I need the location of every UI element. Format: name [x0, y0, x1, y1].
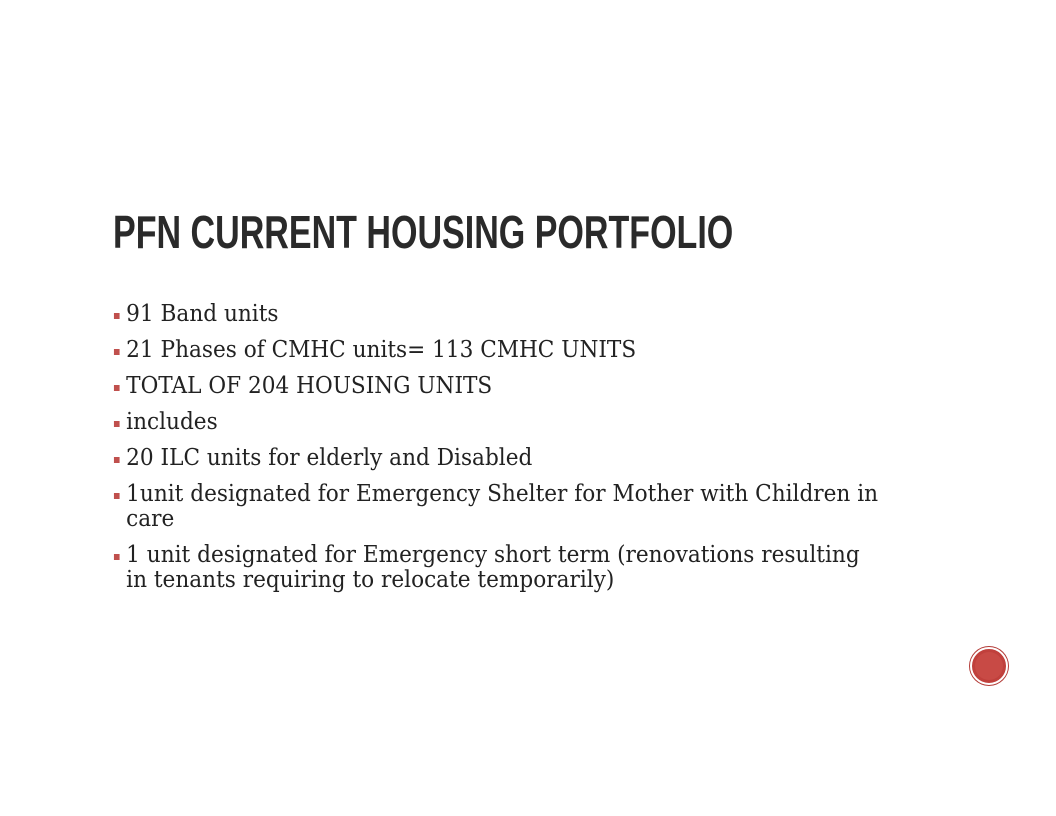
bullet-list	[113, 301, 879, 604]
bullet-item	[113, 374, 878, 399]
bullet-item	[113, 338, 878, 363]
bullet-text: includes	[126, 409, 218, 435]
bullet-text: 1unit designated for Emergency Shelter for Mother with Children in care	[126, 481, 879, 532]
bullet-text: 20 ILC units for elderly and Disabled	[126, 445, 533, 471]
bullet-text: TOTAL OF 204 HOUSING UNITS	[126, 373, 493, 399]
bullet-item	[113, 446, 878, 471]
square-bullet-icon	[114, 421, 120, 427]
bullet-item	[113, 482, 878, 532]
bullet-item	[113, 302, 878, 327]
square-bullet-icon	[114, 493, 120, 499]
square-bullet-icon	[114, 313, 120, 319]
square-bullet-icon	[114, 554, 120, 560]
bullet-text: 91 Band units	[126, 301, 279, 327]
badge-inner	[975, 652, 1003, 680]
square-bullet-icon	[114, 385, 120, 391]
circle-badge-icon	[970, 647, 1008, 685]
bullet-text: 1 unit designated for Emergency short term (renovations resulting in tenants requiring to relocate temporarily)	[126, 542, 860, 593]
bullet-item	[113, 410, 878, 435]
square-bullet-icon	[114, 457, 120, 463]
bullet-item	[113, 543, 878, 593]
bullet-text: 21 Phases of CMHC units= 113 CMHC UNITS	[126, 337, 637, 363]
slide-title: PFN CURRENT HOUSING PORTFOLIO	[113, 206, 734, 258]
square-bullet-icon	[114, 349, 120, 355]
